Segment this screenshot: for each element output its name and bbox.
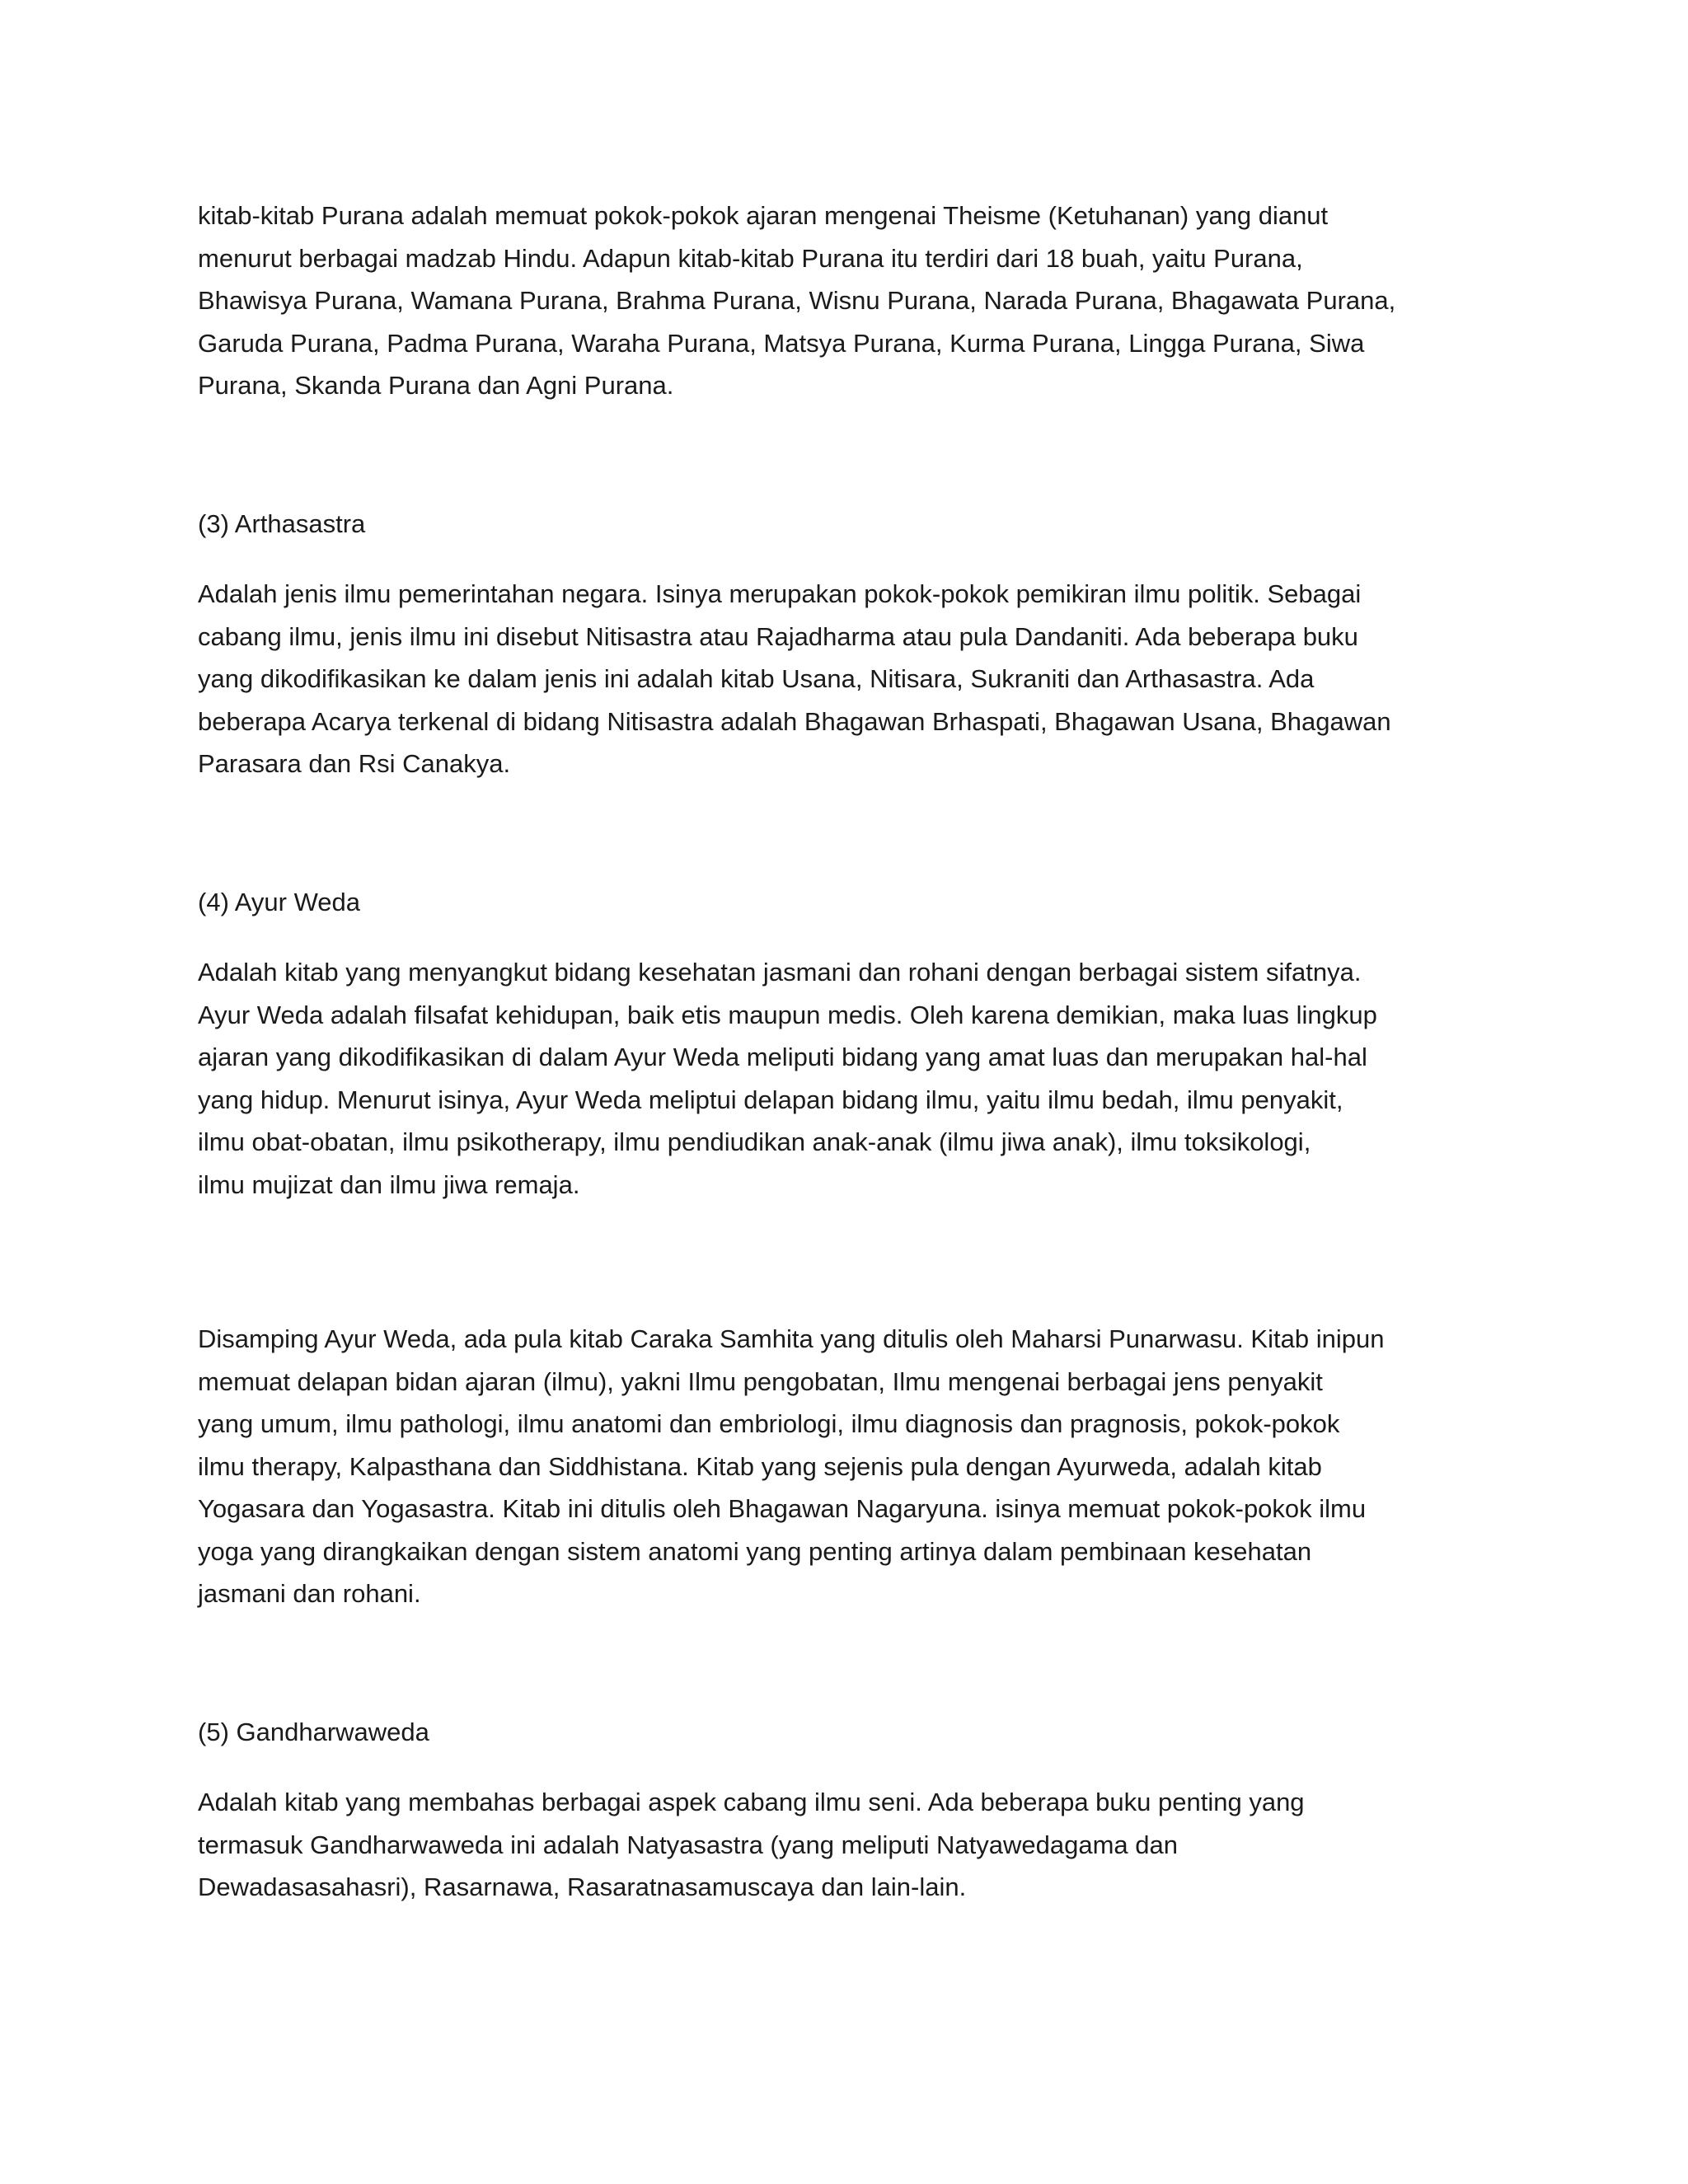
section-paragraph: Adalah kitab yang menyangkut bidang kesehatan jasmani dan rohani dengan berbagai sistem sifatnya. Ayur Weda adalah filsafat kehidupan, baik etis maupun medis. Oleh karena demikian, maka luas lingkup ajaran yang dikodifikasikan di dalam Ayur Weda meliputi bidang yang amat luas dan merupakan hal-hal yang hidup. Menurut isinya, Ayur Weda meliptui delapan bidang ilmu, yaitu ilmu bedah, ilmu penyakit, ilmu obat-obatan, ilmu psikotherapy, ilmu pendiudikan anak-anak (ilmu jiwa anak), ilmu toksikologi, ilmu mujizat dan ilmu jiwa remaja.: [198, 958, 1377, 1199]
section-heading-gandharwaweda: (5) Gandharwaweda: [198, 1717, 429, 1746]
spacer: [198, 1753, 1500, 1781]
intro-paragraph: kitab-kitab Purana adalah memuat pokok-pokok ajaran mengenai Theisme (Ketuhanan) yang dianut menurut berbagai madzab Hindu. Adapun kitab-kitab Purana itu terdiri dari 18 buah, yaitu Purana, Bhawisya Purana, Wamana Purana, Brahma Purana, Wisnu Purana, Narada Purana, Bhagawata Purana, Garuda Purana, Padma Purana, Waraha Purana, Matsya Purana, Kurma Purana, Lingga Purana, Siwa Purana, Skanda Purana dan Agni Purana.: [198, 201, 1396, 400]
section-paragraph: Adalah jenis ilmu pemerintahan negara. Isinya merupakan pokok-pokok pemikiran ilmu politik. Sebagai cabang ilmu, jenis ilmu ini disebut Nitisastra atau Rajadharma atau pula Dandaniti. Ada beberapa buku yang dikodifikasikan ke dalam jenis ini adalah kitab Usana, Nitisara, Sukraniti dan Arthasastra. Ada beberapa Acarya terkenal di bidang Nitisastra adalah Bhagawan Brhaspati, Bhagawan Usana, Bhagawan Parasara dan Rsi Canakya.: [198, 579, 1391, 778]
section-paragraph: Adalah kitab yang membahas berbagai aspek cabang ilmu seni. Ada beberapa buku penting yang termasuk Gandharwaweda ini adalah Natyasastra (yang meliputi Natyawedagama dan Dewadasasahasri), Rasarnawa, Rasaratnasamuscaya dan lain-lain.: [198, 1788, 1305, 1901]
spacer: [198, 1615, 1500, 1711]
spacer: [198, 923, 1500, 951]
spacer: [198, 1206, 1500, 1318]
section-heading-arthasastra: (3) Arthasastra: [198, 509, 366, 538]
spacer: [198, 545, 1500, 573]
section-heading-ayur-weda: (4) Ayur Weda: [198, 887, 361, 916]
section-paragraph: Disamping Ayur Weda, ada pula kitab Caraka Samhita yang ditulis oleh Maharsi Punarwasu. Kitab inipun memuat delapan bidan ajaran (ilmu), yakni Ilmu pengobatan, Ilmu mengenai berbagai jens penyakit yang umum, ilmu pathologi, ilmu anatomi dan embriologi, ilmu diagnosis dan pragnosis, pokok-pokok ilmu therapy, Kalpasthana dan Siddhistana. Kitab yang sejenis pula dengan Ayurweda, adalah kitab Yogasara dan Yogasastra. Kitab ini ditulis oleh Bhagawan Nagaryuna. isinya memuat pokok-pokok ilmu yoga yang dirangkaikan dengan sistem anatomi yang penting artinya dalam pembinaan kesehatan jasmani dan rohani.: [198, 1324, 1385, 1608]
spacer: [198, 407, 1500, 503]
spacer: [198, 785, 1500, 881]
document-body: [198, 194, 1500, 1909]
